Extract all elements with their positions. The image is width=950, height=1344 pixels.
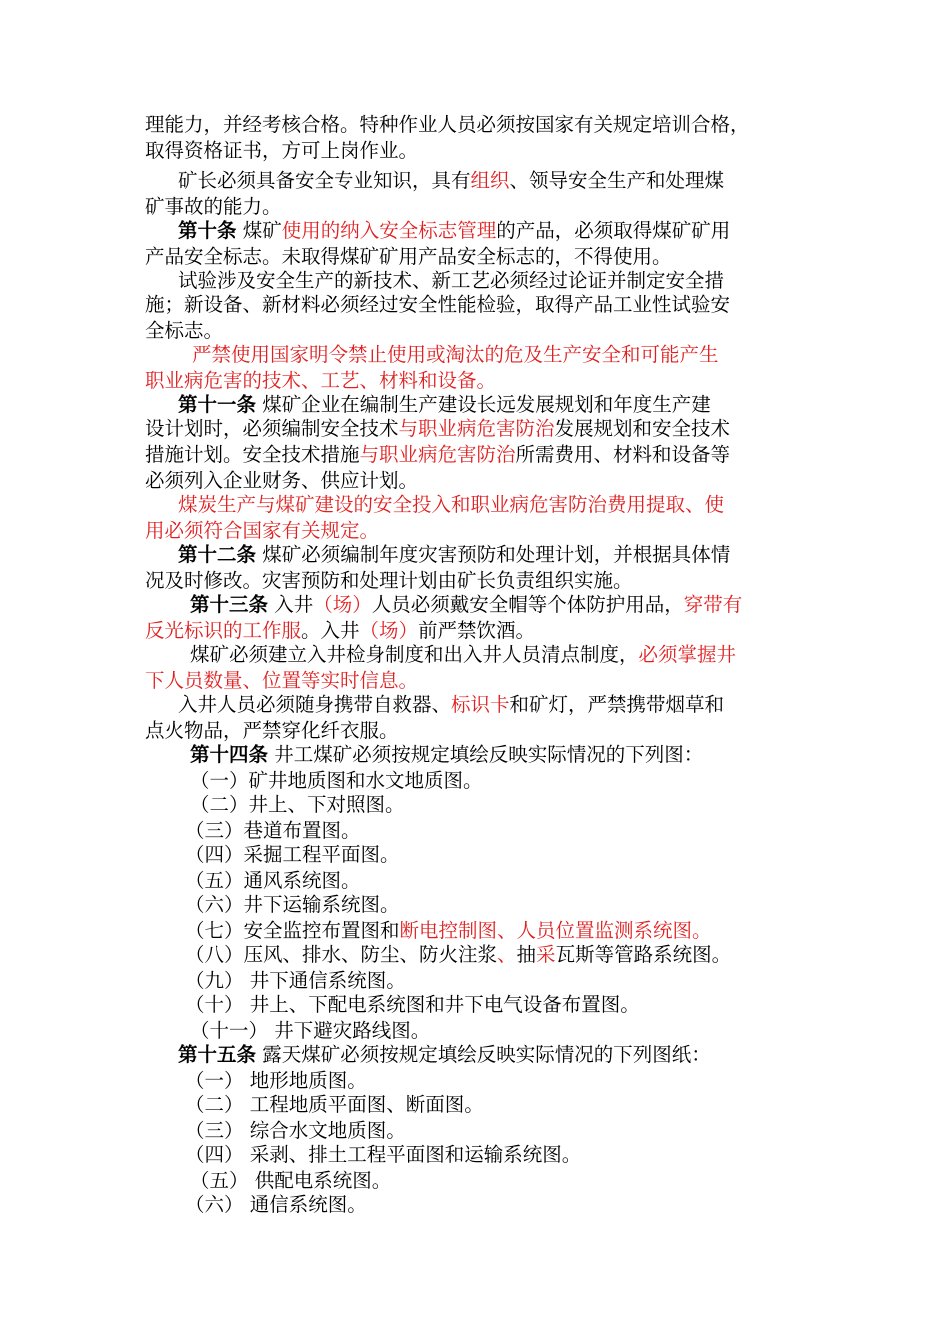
revised-text: 标识卡 <box>451 693 510 716</box>
article-heading: 第十一条 <box>178 393 257 416</box>
text-run: 和矿灯，严禁携带烟草和 <box>509 693 725 716</box>
text-line <box>145 718 399 744</box>
text-run: 点火物品，严禁穿化纤衣服。 <box>145 719 399 742</box>
text-run: 人员必须戴安全帽等个体防护用品， <box>371 593 684 616</box>
text-run: 抽 <box>516 943 537 966</box>
text-run: 瓦斯等管路系统图。 <box>555 943 732 966</box>
text-line <box>178 1042 711 1068</box>
text-line <box>145 416 730 442</box>
text-line <box>190 1018 430 1044</box>
text-run: （七）安全监控布置图和 <box>185 919 400 942</box>
text-line <box>145 292 730 318</box>
text-line <box>185 1142 581 1168</box>
text-run: 煤矿必须建立入井检身制度和出入井人员清点制度， <box>190 643 639 666</box>
text-run: 全标志。 <box>145 319 224 342</box>
revised-text: 、 <box>497 943 517 966</box>
text-line <box>145 318 223 344</box>
revised-text: 严禁使用国家明令禁止使用或淘汰的危及生产安全和可能产生 <box>192 343 719 366</box>
text-line <box>178 168 724 194</box>
revised-text: （场） <box>313 593 372 616</box>
article-heading: 第十四条 <box>190 743 269 766</box>
text-line <box>190 642 736 668</box>
text-run: 所需费用、材料和设备等 <box>515 443 731 466</box>
text-run: （五） 供配电系统图。 <box>190 1169 392 1192</box>
text-run: （三）巷道布置图。 <box>185 819 361 842</box>
text-line <box>145 194 282 220</box>
text-line <box>185 992 640 1018</box>
text-line <box>185 968 406 994</box>
text-run: （六）井下运输系统图。 <box>185 893 400 916</box>
text-run: （六） 通信系统图。 <box>185 1193 367 1216</box>
revised-text: 穿带有 <box>683 593 743 616</box>
text-line <box>178 392 711 418</box>
text-line <box>185 1192 367 1218</box>
text-run: 施；新设备、新材料必须经过安全性能检验，取得产品工业性试验安 <box>145 293 731 316</box>
text-run: （二） 工程地质平面图、断面图。 <box>185 1093 484 1116</box>
revised-text: 断电控制图、人员位置监测系统图。 <box>399 919 712 942</box>
text-run: 煤矿 <box>236 219 282 242</box>
text-run: 发展规划和安全技术 <box>554 417 731 440</box>
text-run: 、领导安全生产和处理煤 <box>509 169 725 192</box>
text-line <box>178 268 724 294</box>
article-heading: 第十条 <box>178 219 237 242</box>
text-line <box>145 668 418 694</box>
text-run: 。入井 <box>301 619 360 642</box>
text-run: 取得资格证书，方可上岗作业。 <box>145 139 419 162</box>
text-line <box>190 792 405 818</box>
text-run: （八）压风、排水、防尘、防火注浆 <box>185 943 498 966</box>
text-line <box>145 618 535 644</box>
text-run: 煤矿企业在编制生产建设长远发展规划和年度生产建 <box>256 393 711 416</box>
text-run: 井工煤矿必须按规定填绘反映实际情况的下列图： <box>268 743 704 766</box>
revised-text: （场） <box>359 619 419 642</box>
text-run: 入井 <box>268 593 314 616</box>
text-line <box>145 138 418 164</box>
text-run: （四）采掘工程平面图。 <box>185 843 400 866</box>
revised-text: 与职业病危害防治 <box>398 417 555 440</box>
text-run: 入井人员必须随身携带自救器、 <box>178 693 452 716</box>
text-line <box>185 1092 484 1118</box>
text-line <box>192 342 719 368</box>
text-run: 煤矿必须编制年度灾害预防和处理计划，并根据具体情 <box>256 543 731 566</box>
text-line <box>145 568 633 594</box>
text-line <box>190 742 703 768</box>
text-run: 矿长必须具备安全专业知识，具有 <box>178 169 471 192</box>
revised-text: 使用的纳入安全标志管理 <box>281 219 497 242</box>
text-line <box>178 492 724 518</box>
text-run: （二）井上、下对照图。 <box>190 793 405 816</box>
revised-text: 必须掌握井 <box>638 643 737 666</box>
text-line <box>190 592 742 618</box>
text-line <box>185 842 400 868</box>
text-line <box>185 868 361 894</box>
text-line <box>178 542 730 568</box>
text-line <box>178 692 724 718</box>
revised-text: 反光标识的工作服 <box>145 619 302 642</box>
text-line <box>178 218 730 244</box>
article-heading: 第十二条 <box>178 543 257 566</box>
text-line <box>190 1168 391 1194</box>
text-run: （十） 井上、下配电系统图和井下电气设备布置图。 <box>185 993 640 1016</box>
text-line <box>185 1118 406 1144</box>
text-run: 产品安全标志。未取得煤矿矿用产品安全标志的，不得使用。 <box>145 245 672 268</box>
text-line <box>185 1068 367 1094</box>
revised-text: 下人员数量、位置等实时信息。 <box>145 669 419 692</box>
text-run: 的产品，必须取得煤矿矿用 <box>496 219 731 242</box>
text-run: 况及时修改。灾害预防和处理计划由矿长负责组织实施。 <box>145 569 633 592</box>
text-run: （十一） 井下避灾路线图。 <box>190 1019 431 1042</box>
text-run: 露天煤矿必须按规定填绘反映实际情况的下列图纸： <box>256 1043 711 1066</box>
text-line <box>145 442 730 468</box>
text-run: （三） 综合水文地质图。 <box>185 1119 406 1142</box>
text-run: （一）矿井地质图和水文地质图。 <box>190 769 483 792</box>
revised-text: 职业病危害的技术、工艺、材料和设备。 <box>145 369 497 392</box>
text-line <box>145 518 379 544</box>
revised-text: 与职业病危害防治 <box>359 443 516 466</box>
article-heading: 第十五条 <box>178 1043 257 1066</box>
revised-text: 组织 <box>470 169 510 192</box>
text-run: （九） 井下通信系统图。 <box>185 969 406 992</box>
text-run: 矿事故的能力。 <box>145 195 282 218</box>
text-run: （五）通风系统图。 <box>185 869 361 892</box>
text-line <box>145 244 672 270</box>
text-run: （一） 地形地质图。 <box>185 1069 367 1092</box>
text-line <box>185 918 712 944</box>
text-run: 措施计划。安全技术措施 <box>145 443 360 466</box>
text-run: 理能力，并经考核合格。特种作业人员必须按国家有关规定培训合格， <box>145 113 750 136</box>
text-run: 必须列入企业财务、供应计划。 <box>145 469 419 492</box>
text-line <box>145 468 418 494</box>
revised-text: 煤炭生产与煤矿建设的安全投入和职业病危害防治费用提取、使 <box>178 493 725 516</box>
text-run: （四） 采剥、排土工程平面图和运输系统图。 <box>185 1143 582 1166</box>
revised-text: 用必须符合国家有关规定。 <box>145 519 380 542</box>
text-line <box>190 768 483 794</box>
article-heading: 第十三条 <box>190 593 269 616</box>
text-run: 前严禁饮酒。 <box>418 619 536 642</box>
text-line <box>185 942 731 968</box>
text-line <box>185 892 400 918</box>
text-run: 设计划时，必须编制安全技术 <box>145 417 399 440</box>
text-line <box>185 818 361 844</box>
text-run: 试验涉及安全生产的新技术、新工艺必须经过论证并制定安全措 <box>178 269 725 292</box>
text-line <box>145 368 496 394</box>
revised-text: 采 <box>536 943 556 966</box>
text-line <box>145 112 750 138</box>
